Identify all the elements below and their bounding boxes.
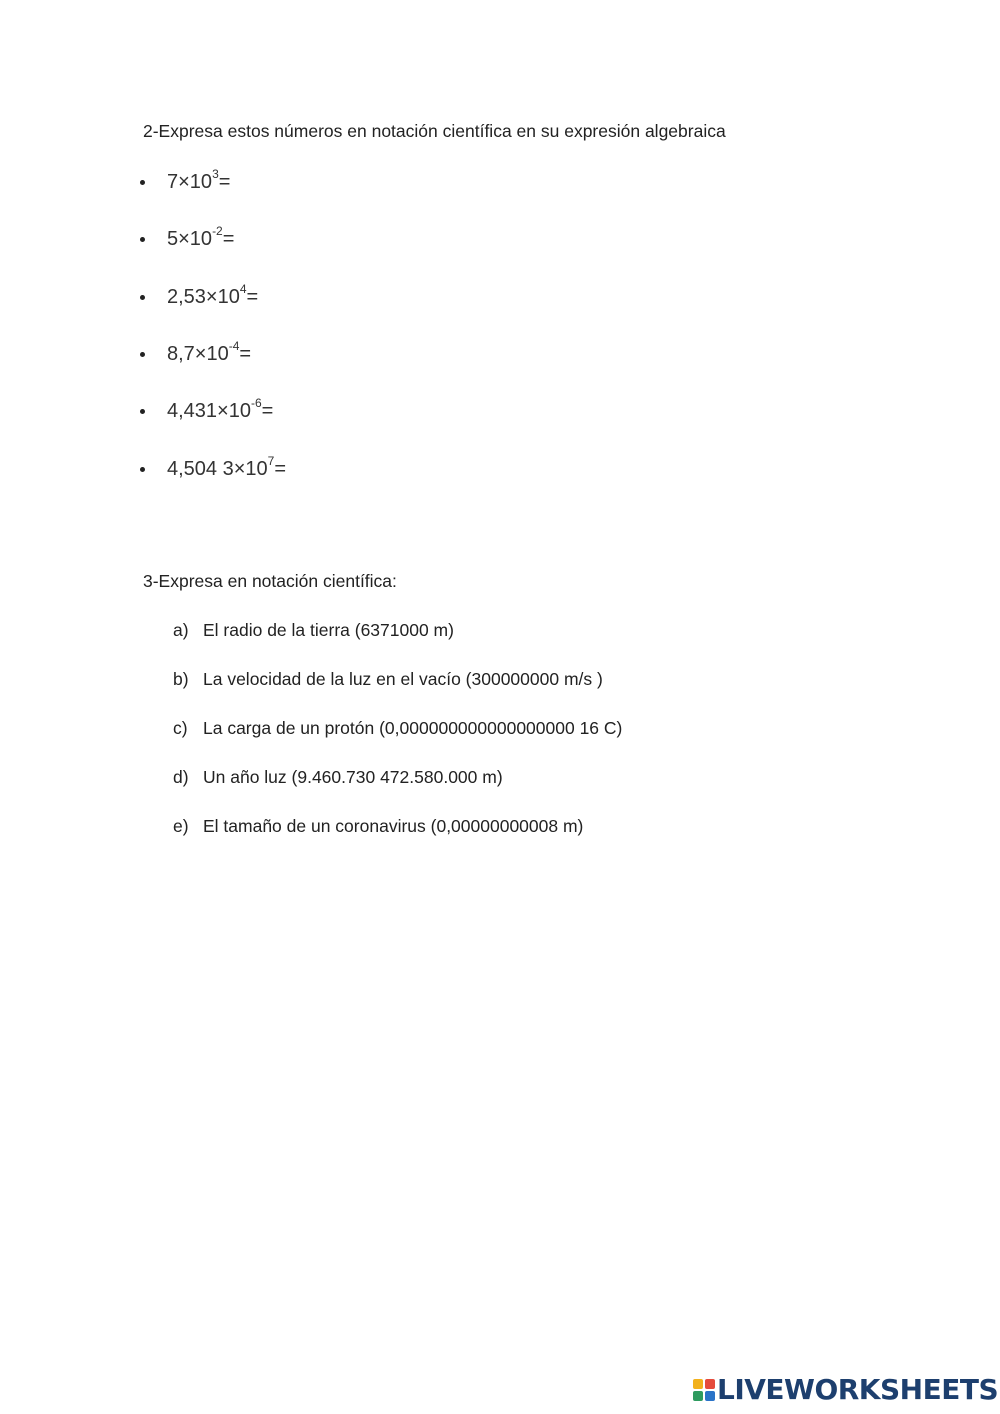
bullet-icon bbox=[140, 467, 145, 472]
question-2-heading: 2-Expresa estos números en notación científica en su expresión algebraica bbox=[143, 121, 726, 141]
scientific-expression: $7\times 10^3=$ bbox=[167, 167, 231, 193]
item-text: El radio de la tierra (6371000 m) bbox=[203, 620, 454, 640]
item-text: La carga de un protón (0,000000000000000000 16 C) bbox=[203, 718, 623, 738]
bullet-icon bbox=[140, 180, 145, 185]
bullet-icon bbox=[140, 295, 145, 300]
scientific-expression: $5\times 10^{-2}=$ bbox=[167, 224, 235, 250]
item-letter: a) bbox=[173, 620, 189, 640]
item-letter: e) bbox=[173, 816, 189, 836]
bullet-icon bbox=[140, 352, 145, 357]
item-letter: c) bbox=[173, 718, 188, 738]
item-letter: d) bbox=[173, 767, 189, 787]
item-text: Un año luz (9.460.730 472.580.000 m) bbox=[203, 767, 503, 787]
item-letter: b) bbox=[173, 669, 189, 689]
scientific-expression: $2,53\times 10^4=$ bbox=[167, 282, 259, 308]
bullet-icon bbox=[140, 237, 145, 242]
question-3-heading: 3-Expresa en notación científica: bbox=[143, 571, 397, 591]
logo-wordmark: LIVEWORKSHEETS bbox=[717, 1373, 999, 1406]
bullet-icon bbox=[140, 409, 145, 414]
scientific-expression: $8,7\times 10^{-4}=$ bbox=[167, 339, 252, 365]
liveworksheets-mark-icon bbox=[693, 1379, 715, 1401]
item-text: La velocidad de la luz en el vacío (300000000 m/s ) bbox=[203, 669, 603, 689]
item-text: El tamaño de un coronavirus (0,00000000008 m) bbox=[203, 816, 584, 836]
scientific-expression: 4,504 $3\times 10^7=$ bbox=[167, 454, 287, 480]
scientific-expression: $4,431\times 10^{-6}=$ bbox=[167, 396, 274, 422]
